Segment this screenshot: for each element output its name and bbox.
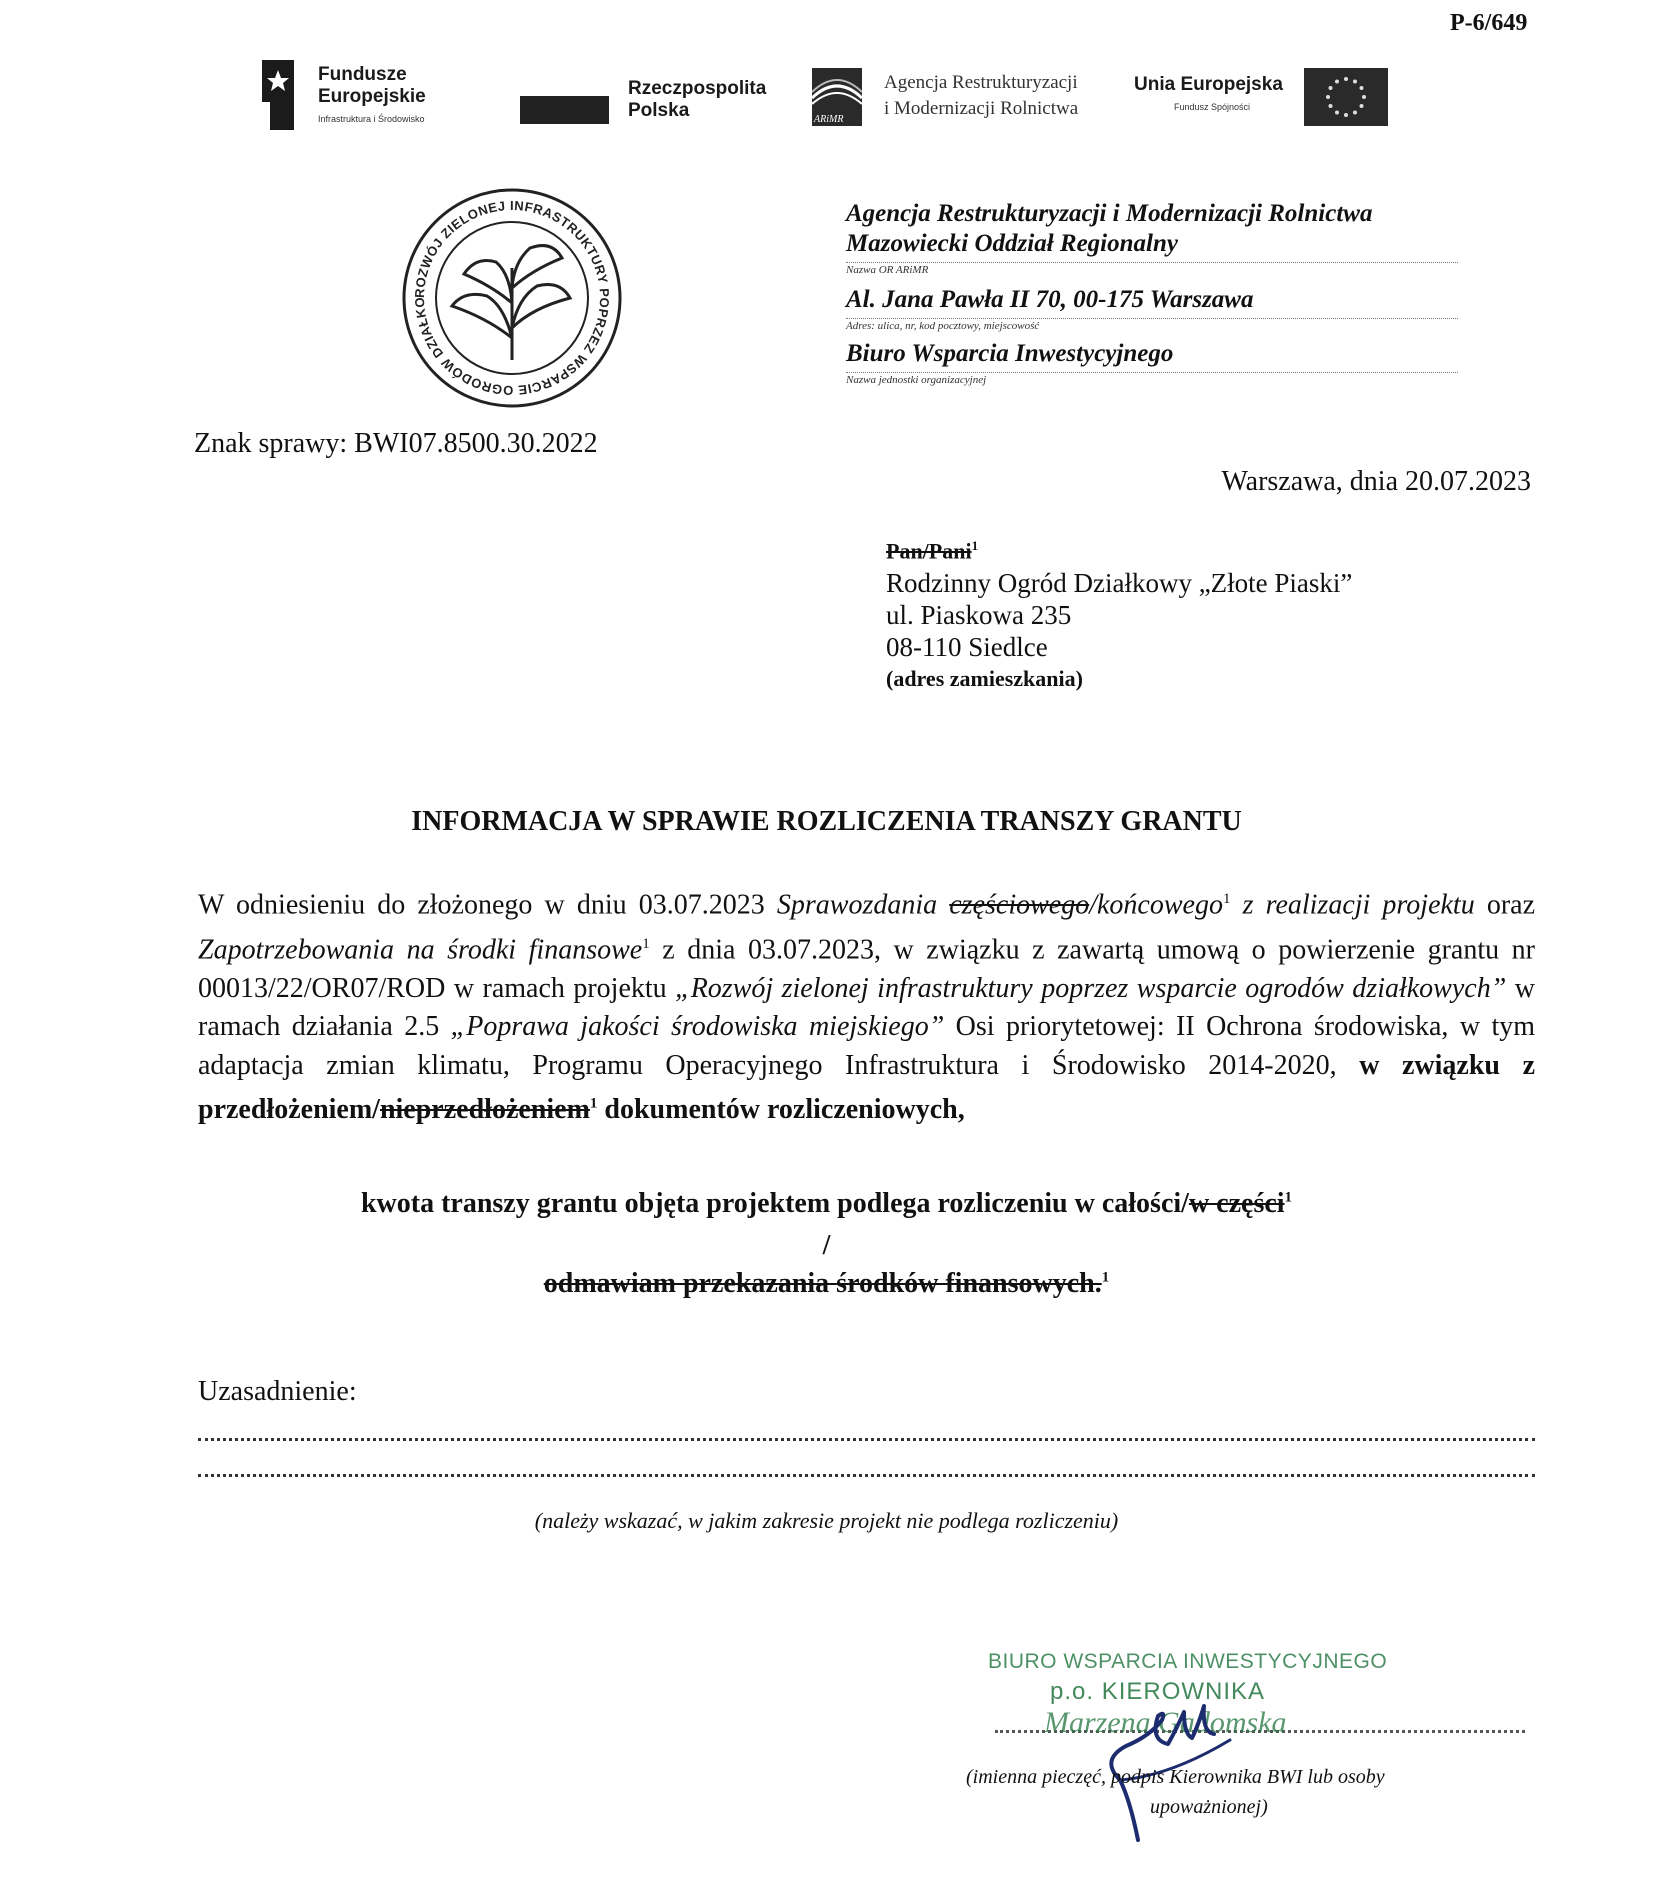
justification-label: Uzasadnienie: [198,1376,357,1407]
body-project-name: „Rozwój zielonej infrastruktury poprzez wsparcie ogrodów działkowych” [675,972,1507,1004]
justification-line-2 [198,1474,1535,1477]
arimr-line2: i Modernizacji Rolnictwa [884,98,1079,119]
body-action-name: „Poprawa jakości środowiska miejskiego” [450,1011,945,1043]
recipient-line2: ul. Piaskowa 235 [886,600,1072,630]
fe-line1: Fundusze [318,64,407,85]
agency-address-caption: Adres: ulica, nr, kod pocztowy, miejscowość [846,320,1040,332]
signature-caption-line1: (imienna pieczęć, podpis Kierownika BWI lub osoby [966,1766,1385,1788]
agency-address-underline [846,318,1458,319]
decision-main-text: kwota transzy grantu objęta projektem podlega rozliczeniu w całości/ [360,1188,1189,1219]
arimr-badge: ARiMR [814,114,844,125]
body-struck-partial: częściowego [949,889,1090,921]
decision-struck-partial: w części [1188,1188,1285,1219]
justification-line-1 [198,1438,1535,1441]
handwritten-signature [1080,1680,1240,1850]
agency-unit-caption: Nazwa jednostki organizacyjnej [846,374,987,386]
svg-text:ROZWÓJ ZIELONEJ INFRASTRUKTURY [392,188,612,398]
arimr-emblem-icon [812,68,862,126]
logo-unia-europejska [1134,68,1394,128]
case-reference: Znak sprawy: BWI07.8500.30.2022 [194,428,598,459]
decision-line1 [0,1188,1653,1220]
body-footnote-2: 1 [642,935,650,952]
fe-flag-icon [262,60,294,130]
stamp-line2: p.o. KIEROWNIKA [1050,1678,1266,1705]
body-final-label: /końcowego [1089,889,1223,921]
agency-unit: Biuro Wsparcia Inwestycyjnego [846,340,1174,367]
body-paragraph [198,880,1535,1130]
stamp-name: Marzena Gadomska [1044,1706,1287,1739]
eu-line1: Unia Europejska [1134,74,1283,95]
body-footnote-3: 1 [589,1096,598,1113]
eu-flag-icon [1304,68,1388,126]
recipient-line4: (adres zamieszkania) [886,666,1083,691]
agency-address: Al. Jana Pawła II 70, 00-175 Warszawa [846,286,1254,313]
recipient-line3: 08-110 Siedlce [886,632,1048,662]
seal-ring-text: ROZWÓJ ZIELONEJ INFRASTRUKTURY POPRZEZ WSPARCIE OGRODÓW DZIAŁKO [411,197,613,399]
fe-line3: Infrastruktura i Środowisko [318,114,425,124]
body-bold-documents: dokumentów rozliczeniowych, [597,1094,965,1126]
arimr-line1: Agencja Restrukturyzacji [884,72,1078,93]
agency-name-line1: Agencja Restrukturyzacji i Modernizacji Rolnictwa [846,200,1373,227]
body-footnote-1: 1 [1222,891,1231,907]
fe-line2: Europejskie [318,86,426,107]
body-text-2: z realizacji projektu [1230,889,1475,921]
decision-slash: / [822,1230,831,1261]
body-text-6: Osi priorytetowej: II Ochrona środowiska, w tym adaptacja zmian klimatu, Programu Operacyjnego Infrastruktura i Środowisko 2014-2020, [198,1011,1536,1081]
decision-footnote-1: 1 [1284,1189,1293,1206]
document-title: INFORMACJA W SPRAWIE ROZLICZENIA TRANSZY GRANTU [411,806,1242,837]
recipient-line1: Rodzinny Ogród Działkowy „Złote Piaski” [886,568,1353,598]
stamp-line1: BIURO WSPARCIA INWESTYCYJNEGO [988,1650,1388,1673]
agency-name-line2: Mazowiecki Oddział Regionalny [846,230,1178,257]
signature-caption-line2: upoważnionej) [1150,1796,1268,1818]
logo-rzeczpospolita-polska [520,76,780,136]
eu-line2: Fundusz Spójności [1174,102,1251,112]
agency-name-underline [846,262,1458,263]
body-text-3: oraz [1474,889,1535,921]
rp-line1: Rzeczpospolita [628,78,767,99]
justification-note: (należy wskazać, w jakim zakresie projekt nie podlega rozliczeniu) [534,1508,1119,1533]
agency-unit-underline [846,372,1458,373]
body-bold-submission: w związku z przedłożeniem/ [198,1049,1535,1126]
body-text-4: z dnia 03.07.2023, w związku z zawartą umową o powierzenie grantu nr 00013/22/OR07/ROD w ramach projektu [198,934,1536,1004]
decision-struck-refusal: odmawiam przekazania środków finansowych. [543,1268,1102,1299]
place-and-date: Warszawa, dnia 20.07.2023 [1221,466,1531,497]
decision-line3 [0,1268,1653,1300]
body-report-label: Sprawozdania [776,889,950,921]
document-code: P-6/649 [1450,10,1528,36]
pl-flag-icon [520,96,609,124]
logo-arimr [812,66,1112,130]
body-text-5: w ramach działania 2.5 [198,972,1535,1043]
salutation-struck: Pan/Pani [886,538,972,564]
rp-line2: Polska [628,100,690,121]
program-seal [392,188,632,408]
logo-fundusze-europejskie [262,56,492,132]
plant-icon [452,246,570,360]
salutation-footnote: 1 [971,538,979,553]
body-struck-nonsubmission: nieprzedłożeniem [379,1094,590,1126]
body-text-1: W odniesieniu do złożonego w dniu 03.07.2023 [198,889,777,921]
decision-footnote-2: 1 [1101,1269,1110,1286]
body-funds-request: Zapotrzebowania na środki finansowe [198,934,643,966]
recipient-salutation [886,538,978,564]
agency-name-caption: Nazwa OR ARiMR [846,264,929,276]
